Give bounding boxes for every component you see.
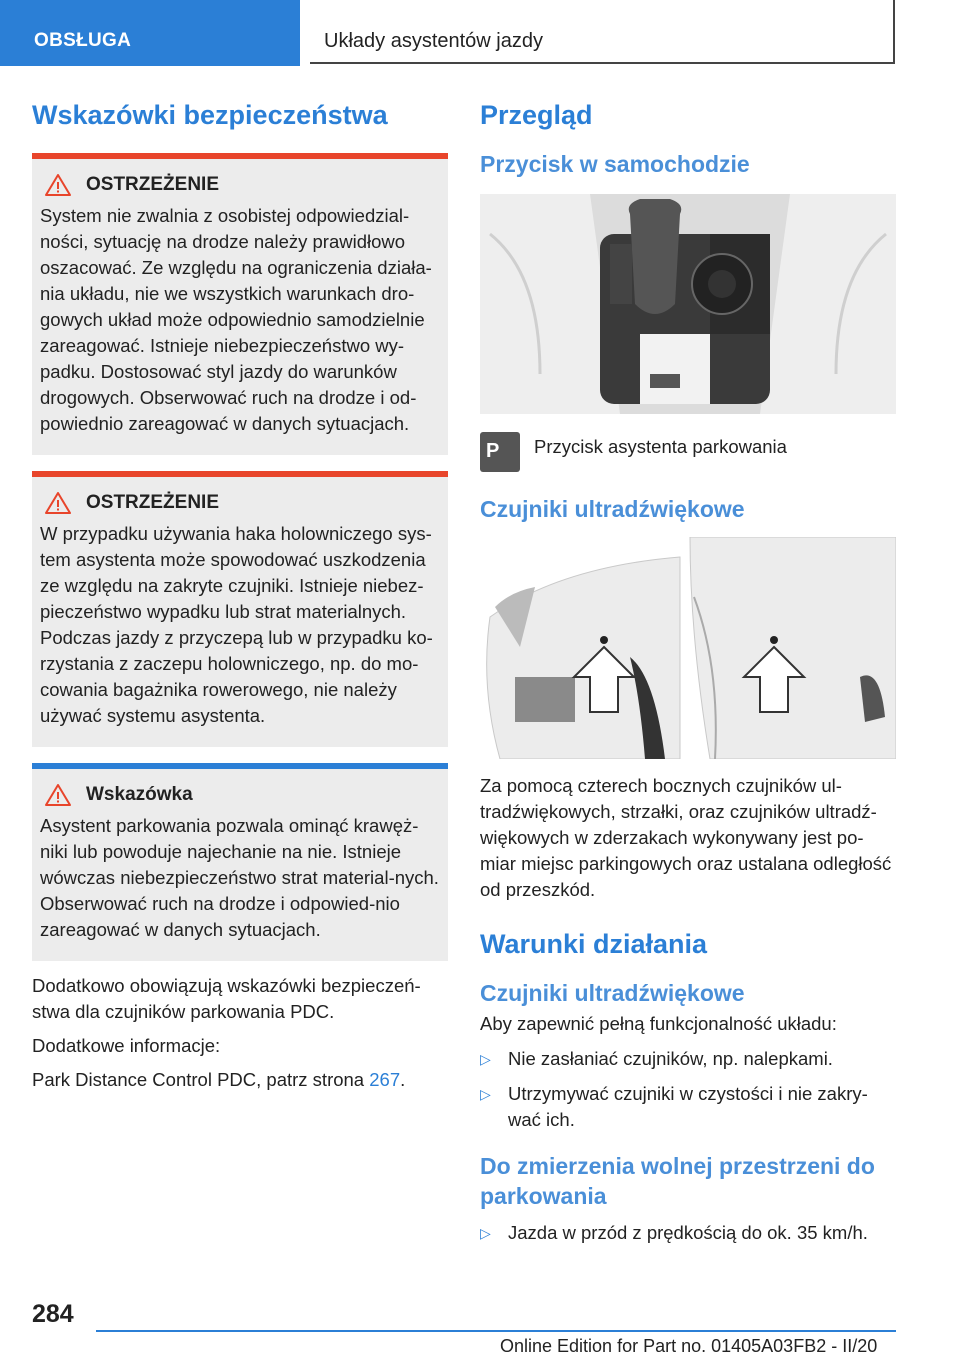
speed-list	[480, 1220, 896, 1246]
page-header	[0, 0, 960, 66]
sensor-care-list	[480, 1046, 896, 1133]
list-item: ▷ Utrzymywać czujniki w czystości i nie zakry-wać ich.	[480, 1083, 868, 1130]
list-item: ▷ Nie zasłaniać czujników, np. nalepkami.	[480, 1046, 896, 1072]
more-info-label: Dodatkowe informacje:	[32, 1035, 221, 1056]
console-photo	[480, 194, 896, 414]
left-column	[32, 100, 448, 1093]
edition-text: Online Edition for Part no. 01405A03FB2 - II/20	[500, 1336, 878, 1356]
functionality-text: Aby zapewnić pełną funkcjonalność układu:	[480, 1013, 837, 1034]
warning-box-1	[32, 153, 448, 455]
note-box	[32, 763, 448, 961]
sensors-photo	[480, 537, 896, 759]
sensors-description: Za pomocą czterech bocznych czujników ul-tradźwiękowych, strzałki, oraz czujników ultradź-więkowych w zderzakach wykonywany jest po-miar miejsc parkingowych oraz ustalana odległość od przeszkód.	[480, 775, 892, 900]
pdc-reference: Park Distance Control PDC, patrz strona 267.	[32, 1069, 406, 1090]
center-console-image	[480, 194, 896, 414]
notice-title: OSTRZEŻENIE	[86, 492, 220, 513]
note-bar	[32, 763, 448, 769]
notice-title: OSTRZEŻENIE	[86, 174, 220, 195]
chapter-tab	[310, 0, 895, 64]
sensors-subtitle: Czujniki ultradźwiękowe	[480, 496, 745, 522]
page-number: 284	[32, 1300, 74, 1328]
parking-button-row	[480, 432, 896, 472]
parking-space-subtitle: Do zmierzenia wolnej przestrzeni do parkowania	[480, 1153, 875, 1209]
safety-title: Wskazówki bezpieczeństwa	[32, 100, 388, 130]
conditions-subtitle: Czujniki ultradźwiękowe	[480, 980, 745, 1006]
parking-assist-icon: P	[480, 432, 520, 472]
section-tab	[0, 0, 300, 66]
overview-title: Przegląd	[480, 100, 593, 130]
notice-text: Asystent parkowania pozwala ominąć krawęż-niki lub powoduje najechanie na nie. Istnieje wówczas niebezpieczeństwo strat material-nych. Obserwować ruch na drodze i odpowied-nio zareagować w danych sytuacjach.	[40, 815, 439, 940]
warning-icon	[44, 491, 72, 515]
notice-title: Wskazówka	[86, 784, 193, 805]
notice-text: System nie zwalnia z osobistej odpowiedzial-ności, sytuację na drodze należy prawidłowo oszacować. Ze względu na ograniczenia działa-nia układu, nie we wszystkich warunkach dro-gowych układ może odpowiednio samodzielnie zareagować. Istnieje niebezpieczeństwo wy-padku. Dostosować styl jazdy do warunków drogowych. Obserwować ruch na drodze i od-powiednio zareagować w danych sytuacjach.	[40, 205, 432, 434]
ultrasonic-sensors-image	[480, 537, 896, 759]
page-link[interactable]: 267	[369, 1069, 401, 1090]
section-label: OBSŁUGA	[34, 30, 132, 51]
notice-text: W przypadku używania haka holowniczego sys-tem asystenta może spowodować uszkodzenia ze względu na zakryte czujniki. Istnieje niebez-pieczeństwo wypadku lub strat materialnych. Podczas jazdy z przyczepą lub w przypadku ko-rzystania z zaczepu holowniczego, np. do mo-cowania bagażnika rowerowego, nie należy używać systemu asystenta.	[40, 523, 433, 726]
bullet-triangle-icon: ▷	[480, 1086, 491, 1102]
right-column	[480, 100, 896, 1246]
warning-box-2	[32, 471, 448, 747]
list-item: ▷ Jazda w przód z prędkością do ok. 35 km/h.	[480, 1220, 896, 1246]
button-subtitle: Przycisk w samochodzie	[480, 151, 750, 177]
note-warning-icon	[44, 783, 72, 807]
pdc-safety-text: Dodatkowo obowiązują wskazówki bezpieczeń-stwa dla czujników parkowania PDC.	[32, 975, 421, 1022]
warning-bar	[32, 153, 448, 159]
button-caption: Przycisk asystenta parkowania	[534, 436, 787, 457]
bullet-triangle-icon: ▷	[480, 1051, 491, 1067]
footer-rule	[96, 1330, 896, 1332]
conditions-title: Warunki działania	[480, 929, 708, 959]
warning-icon	[44, 173, 72, 197]
bullet-triangle-icon: ▷	[480, 1225, 491, 1241]
warning-bar	[32, 471, 448, 477]
chapter-label: Układy asystentów jazdy	[324, 30, 543, 52]
